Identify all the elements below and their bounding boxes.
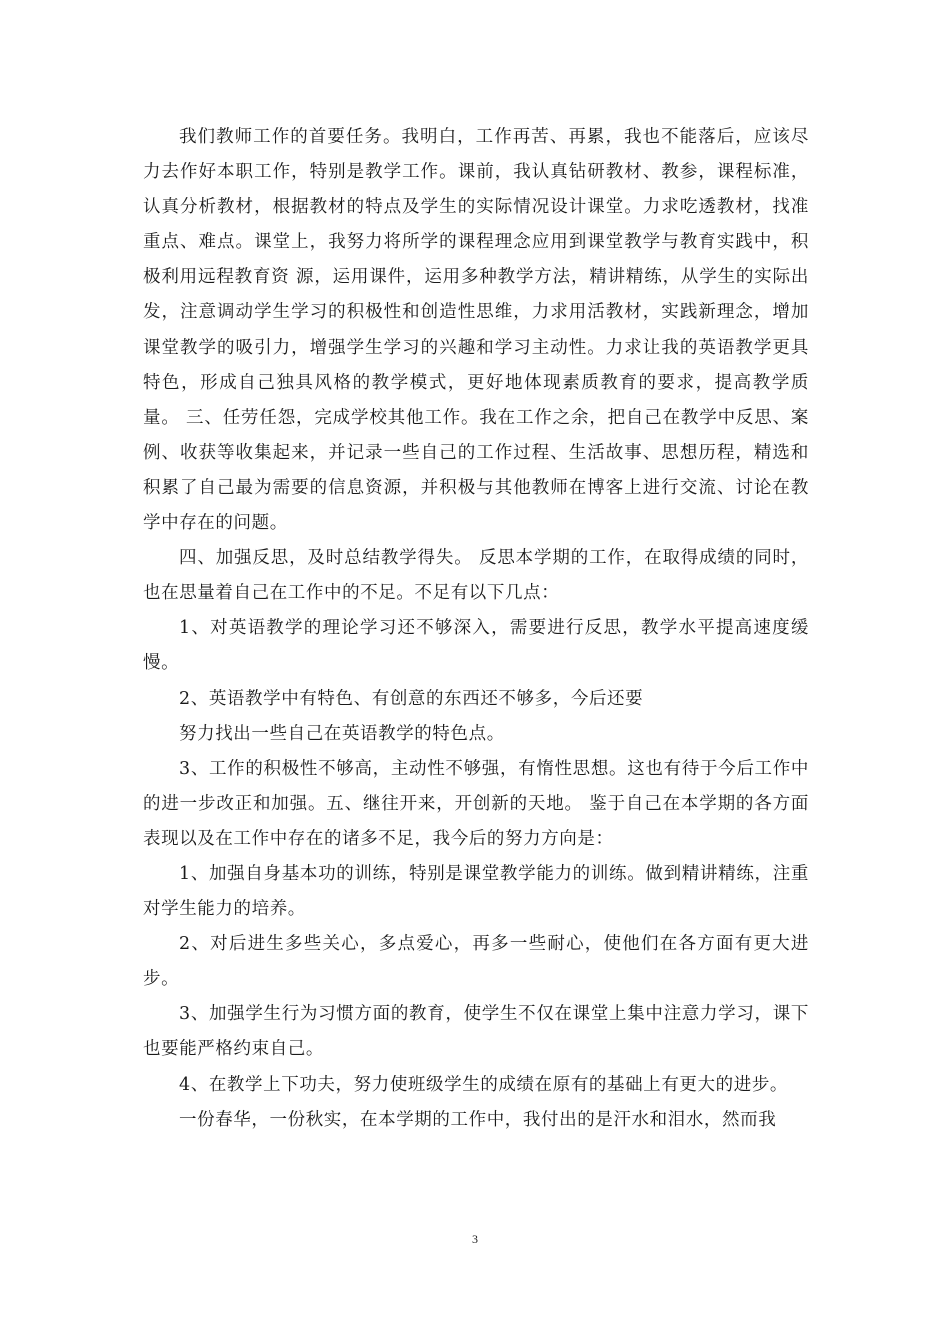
list-item-shortcoming-1: 1、对英语教学的理论学习还不够深入，需要进行反思，教学水平提高速度缓慢。 <box>143 618 809 674</box>
list-item-direction-3: 3、加强学生行为习惯方面的教育，使学生不仅在课堂上集中注意力学习，课下也要能严格约束自己。 <box>143 1004 809 1060</box>
list-item-shortcoming-2: 2、英语教学中有特色、有创意的东西还不够多，今后还要 <box>179 688 644 709</box>
list-item-direction-2: 2、对后进生多些关心，多点爱心，再多一些耐心，使他们在各方面有更大进步。 <box>143 934 809 990</box>
list-item-direction-1: 1、加强自身基本功的训练，特别是课堂教学能力的训练。做到精讲精练，注重对学生能力的培养。 <box>143 863 809 920</box>
page-number: 3 <box>472 1232 478 1246</box>
list-item-shortcoming-3: 3、工作的积极性不够高，主动性不够强，有惰性思想。这也有待于今后工作中的进一步改正和加强。五、继往开来，开创新的天地。 鉴于自己在本学期的各方面表现以及在工作中存在的诸多不足，我今后的努力方向是： <box>143 758 809 849</box>
document-body <box>143 120 809 1138</box>
list-item-direction-4: 4、在教学上下功夫，努力使班级学生的成绩在原有的基础上有更大的进步。 <box>179 1074 789 1095</box>
paragraph-teaching-work: 我们教师工作的首要任务。我明白，工作再苦、再累，我也不能落后，应该尽力去作好本职工作，特别是教学工作。课前，我认真钻研教材、教参，课程标准，认真分析教材，根据教材的特点及学生的实际情况设计课堂。力求吃透教材，找准重点、难点。课堂上，我努力将所学的课程理念应用到课堂教学与教育实践中，积极利用远程教育资 源，运用课件，运用多种教学方法，精讲精练，从学生的实际出发，注意调动学生学习的积极性和创造性思维，力求用活教材，实践新理念，增加课堂教学的吸引力，增强学生学习的兴趣和学习主动性。力求让我的英语教学更具特色，形成自己独具风格的教学模式，更好地体现素质教育的要求，提高教学质量。 三、任劳任怨，完成学校其他工作。我在工作之余，把自己在教学中反思、案例、收获等收集起来，并记录一些自己的工作过程、生活故事、思想历程，精选和积累了自己最为需要的信息资源，并积极与其他教师在博客上进行交流、讨论在教学中存在的问题。 <box>143 127 809 534</box>
paragraph-closing: 一份春华，一份秋实，在本学期的工作中，我付出的是汗水和泪水，然而我 <box>179 1109 777 1130</box>
paragraph-reflection: 四、加强反思，及时总结教学得失。 反思本学期的工作，在取得成绩的同时，也在思量着自己在工作中的不足。不足有以下几点： <box>143 548 809 604</box>
list-item-shortcoming-2-continued: 努力找出一些自己在英语教学的特色点。 <box>179 723 505 744</box>
